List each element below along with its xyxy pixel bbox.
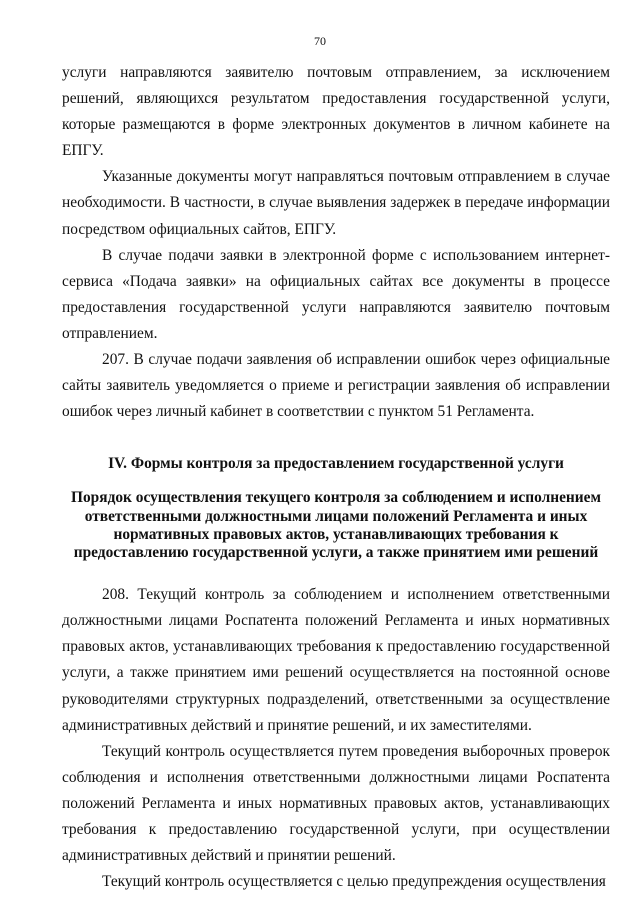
paragraph-207: 207. В случае подачи заявления об исправлении ошибок через официальные сайты заявитель уведомляется о приеме и регистрации заявления об исправлении ошибок через личный кабинет в соответствии с пунктом 51 Регламента. xyxy=(62,351,610,421)
page-body xyxy=(62,60,610,895)
paragraph-control-purpose: Текущий контроль осуществляется с целью предупреждения осуществления xyxy=(102,873,606,891)
paragraph-continuation: услуги направляются заявителю почтовым отправлением, за исключением решений, являющихся результатом предоставления государственной услуги, которые размещаются в форме электронных документов в личном кабинете на ЕПГУ. xyxy=(62,64,610,160)
page-number: 70 xyxy=(314,34,326,48)
paragraph-documents-mailing: Указанные документы могут направляться почтовым отправлением в случае необходимости. В частности, в случае выявления задержек в передаче информации посредством официальных сайтов, ЕПГУ. xyxy=(62,168,610,238)
section-heading: IV. Формы контроля за предоставлением государственной услуги xyxy=(108,455,564,473)
paragraph-208: 208. Текущий контроль за соблюдением и исполнением ответственными должностными лицами Роспатента положений Регламента и иных нормативных правовых актов, устанавливающих требования к предоставлению государственной услуги, а также принятием ими решений осуществляется на постоянной основе руководителями структурных подразделений, ответственными за осуществление административных действий и принятие решений, и их заместителями. xyxy=(62,586,610,734)
paragraph-electronic-application: В случае подачи заявки в электронной форме с использованием интернет-сервиса «Подача заявки» на официальных сайтах все документы в процессе предоставления государственной услуги направляются заявителю почтовым отправлением. xyxy=(62,246,610,342)
sub-heading: Порядок осуществления текущего контроля за соблюдением и исполнением ответственными должностными лицами положений Регламента и иных нормативных правовых актов, устанавливающих требования к предоставлению государственной услуги, а также принятием ими решений xyxy=(71,489,601,561)
paragraph-selective-checks: Текущий контроль осуществляется путем проведения выборочных проверок соблюдения и исполнения ответственными должностными лицами Роспатента положений Регламента и иных нормативных правовых актов, устанавливающих требования к предоставлению государственной услуги, при осуществлении административных действий и принятии решений. xyxy=(62,742,610,865)
